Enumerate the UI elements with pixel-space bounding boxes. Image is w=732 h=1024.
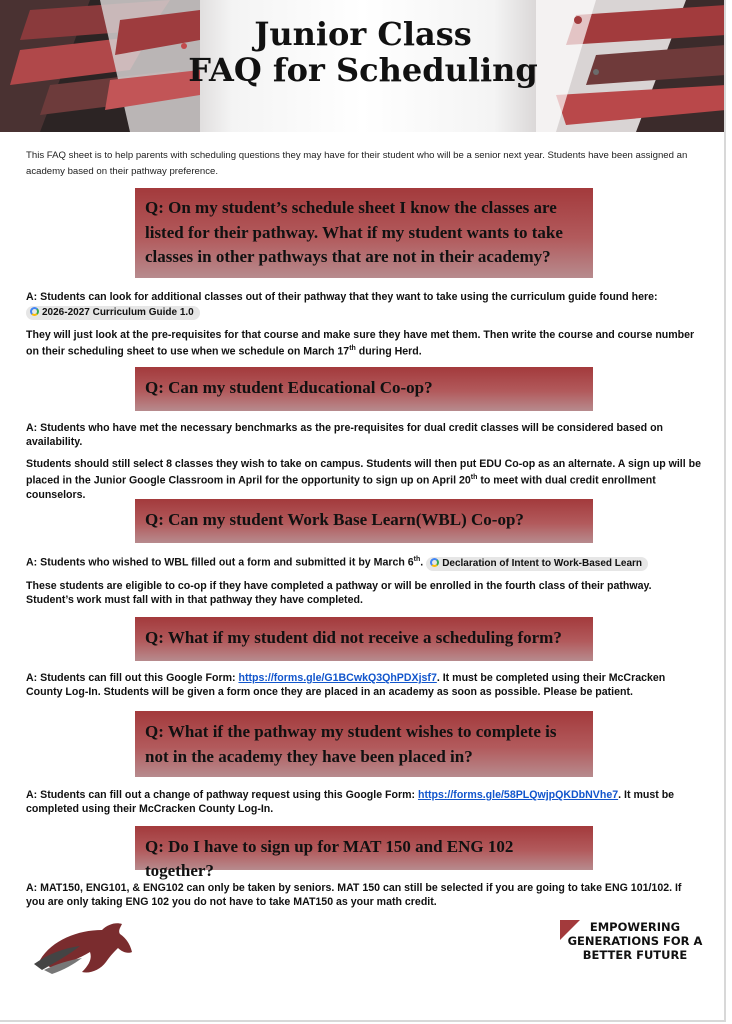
mustang-head-icon [30, 918, 140, 978]
answer-6: A: MAT150, ENG101, & ENG102 can only be taken by seniors. MAT 150 can still be selected if you are going to take ENG 101/102. If you are only taking ENG 102 you do not have to take MAT150 as your math credit. [26, 882, 682, 908]
google-drive-icon [30, 307, 39, 316]
question-box-3 [135, 499, 593, 543]
tagline-line-1: EMPOWERING [589, 920, 681, 934]
question-text: Q: Do I have to sign up for MAT 150 and ENG 102 together? [145, 837, 514, 880]
google-drive-icon [430, 558, 439, 567]
question-text: Q: On my student’s schedule sheet I know the classes are listed for their pathway. What if my student wants to take classes in other pathways that are not in their academy? [145, 198, 563, 266]
answer-text: A: Students can look for additional classes out of their pathway that they want to take using the curriculum guide found here: [26, 291, 658, 303]
answer-text: A: Students who wished to WBL filled out a form and submitted it by March 6th. Declaration of Intent to Work-Based Learn [26, 553, 702, 571]
answer-text: A: Students who have met the necessary benchmarks as the pre-requisites for dual credit classes will be considered based on availability. [26, 422, 664, 448]
answer-5: A: Students can fill out a change of pathway request using this Google Form: https://forms.gle/58PLQwjpQKDbNVhe7. It must be completed using their McCracken County Log-In. [26, 789, 675, 815]
question-box-1 [135, 188, 593, 278]
chip-label: 2026-2027 Curriculum Guide 1.0 [42, 307, 194, 318]
question-text: Q: Can my student Work Base Learn(WBL) Co-op? [145, 510, 524, 529]
answer-4: A: Students can fill out this Google Form: https://forms.gle/G1BCwkQ3QhPDXjsf7. It must be completed using their McCracken County Log-In. Students will be given a form once they are placed in an academy as soon as possible. Please be patient. [26, 672, 666, 698]
question-box-5 [135, 711, 593, 777]
question-text: Q: What if the pathway my student wishes to complete is not in the academy they have been placed in? [145, 722, 557, 766]
chip-label: Declaration of Intent to Work-Based Learn [442, 557, 643, 569]
tagline-line-3: BETTER FUTURE [582, 948, 688, 962]
title-line-1: Junior Class [254, 15, 472, 53]
curriculum-guide-chip[interactable] [26, 306, 200, 320]
intro-paragraph: This FAQ sheet is to help parents with scheduling questions they may have for their student who will be a senior next year. Students have been assigned an academy based on their pathway preference. [26, 150, 688, 177]
title-line-2: FAQ for Scheduling [188, 51, 538, 89]
google-form-link-1[interactable]: https://forms.gle/G1BCwkQ3QhPDXjsf7 [238, 672, 437, 684]
question-text: Q: Can my student Educational Co-op? [145, 378, 433, 397]
wbl-declaration-chip[interactable] [426, 557, 648, 571]
question-box-6 [135, 826, 593, 880]
header-banner [0, 0, 726, 132]
footer-tagline [560, 920, 710, 962]
question-text: Q: What if my student did not receive a scheduling form? [145, 628, 562, 647]
question-box-2 [135, 367, 593, 411]
google-form-link-2[interactable]: https://forms.gle/58PLQwjpQKDbNVhe7 [418, 789, 619, 801]
question-box-4 [135, 617, 593, 661]
page-title [0, 16, 726, 88]
answer-text-2: These students are eligible to co-op if they have completed a pathway or will be enrolled in the fourth class of their pathway. Student’s work must fall with in that pathway they have completed. [26, 579, 652, 606]
tagline-line-2: GENERATIONS FOR A [567, 934, 703, 948]
answer-1 [26, 290, 702, 359]
answer-text-2: They will just look at the pre-requisites for that course and make sure they have met them. Then write the course and course number on their scheduling sheet to use when we schedule on March 17th during Herd. [26, 329, 695, 358]
answer-2 [26, 421, 702, 502]
answer-3 [26, 553, 702, 607]
answer-text-2: Students should still select 8 classes they wish to take on campus. Students will then put EDU Co-op as an alternate. A sign up will be placed in the Junior Google Classroom in April for the opportunity to sign up on April 20th to meet with dual credit enrollment counselors. [26, 458, 701, 501]
